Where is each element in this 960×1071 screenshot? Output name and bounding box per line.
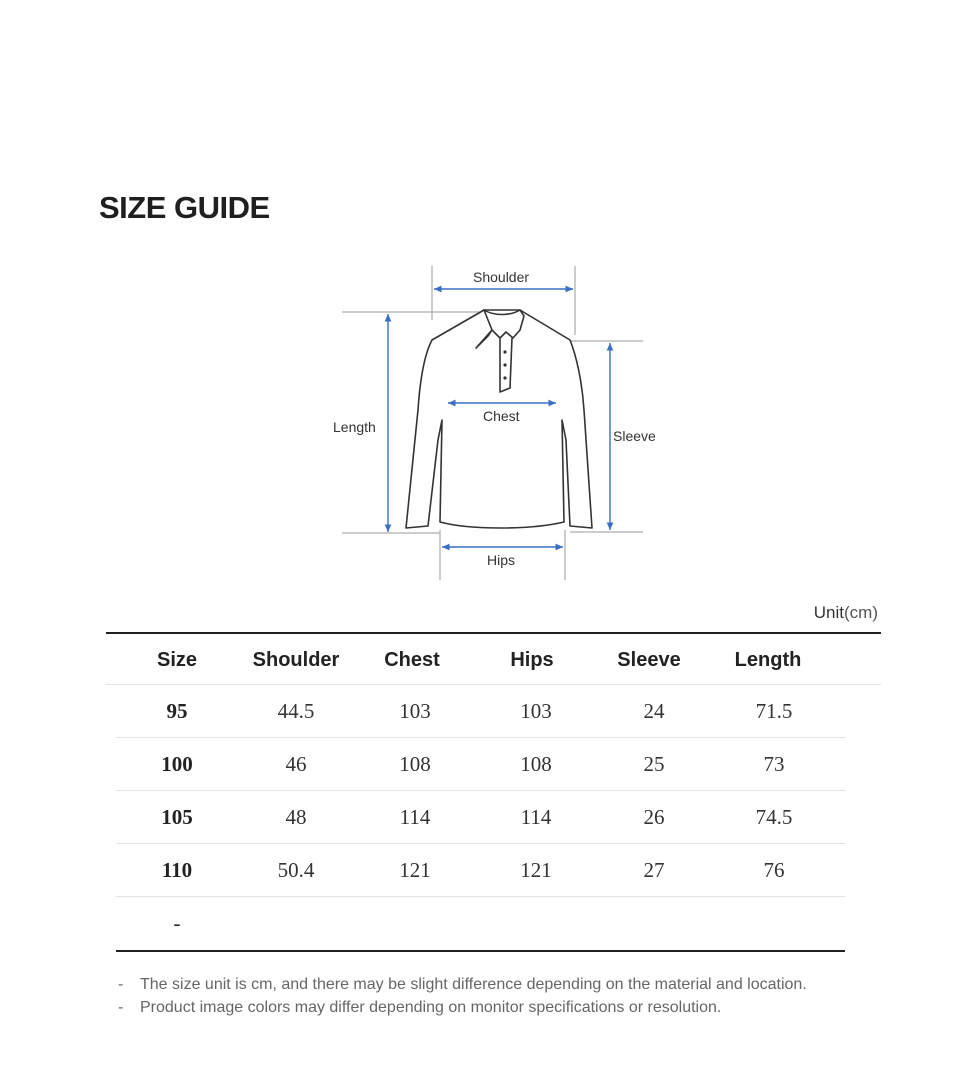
header-hips: Hips [510, 648, 554, 671]
cell-hips: 108 [520, 751, 552, 776]
table-row [116, 685, 845, 738]
header-chest: Chest [384, 648, 440, 671]
note-bullet: - [118, 999, 124, 1016]
table-row [116, 844, 845, 897]
cell-hips: 121 [520, 857, 552, 882]
cell-length: 71.5 [755, 698, 793, 723]
unit-value: (cm) [844, 603, 878, 622]
cell-chest: 114 [399, 804, 431, 829]
cell-chest [375, 897, 455, 950]
cell-sleeve: 24 [643, 698, 665, 723]
table-row [116, 738, 845, 791]
header-sleeve: Sleeve [617, 648, 681, 671]
cell-sleeve: 25 [643, 751, 665, 776]
table-row [116, 897, 845, 952]
cell-length: 76 [763, 857, 785, 882]
cell-size: 100 [161, 751, 193, 776]
cell-shoulder: 48 [285, 804, 307, 829]
hips-label: Hips [487, 552, 516, 568]
unit-label: Unit [813, 603, 845, 622]
note-text: Product image colors may differ depending on monitor specifications or resolution. [140, 999, 722, 1016]
cell-length: 74.5 [755, 804, 793, 829]
note-item [118, 996, 807, 1019]
cell-shoulder [246, 897, 346, 950]
cell-length: 73 [763, 751, 785, 776]
header-length: Length [734, 648, 802, 671]
cell-shoulder: 50.4 [277, 857, 315, 882]
page-title: SIZE GUIDE [99, 190, 270, 225]
cell-sleeve: 26 [643, 804, 665, 829]
cell-length [734, 897, 814, 950]
header-shoulder: Shoulder [252, 648, 340, 671]
cell-hips: 114 [520, 804, 552, 829]
size-table [106, 636, 881, 952]
cell-chest: 103 [399, 698, 431, 723]
sleeve-label: Sleeve [613, 428, 656, 444]
cell-size: 110 [161, 857, 193, 882]
note-text: The size unit is cm, and there may be slight difference depending on the material and location. [140, 976, 807, 993]
garment-measurement-diagram [320, 260, 660, 590]
table-top-border [106, 632, 881, 634]
cell-sleeve [614, 897, 694, 950]
cell-chest: 108 [399, 751, 431, 776]
cell-shoulder: 46 [285, 751, 307, 776]
cell-hips: 103 [520, 698, 552, 723]
chest-label: Chest [483, 408, 520, 424]
size-notes [118, 973, 807, 1019]
unit-indicator [814, 603, 878, 623]
length-label: Length [333, 419, 376, 435]
cell-size: - [173, 911, 181, 935]
cell-size: 105 [161, 804, 193, 829]
cell-sleeve: 27 [643, 857, 665, 882]
cell-size: 95 [166, 698, 188, 723]
header-size: Size [156, 648, 198, 671]
table-header-row [106, 636, 881, 685]
cell-hips [496, 897, 576, 950]
shoulder-label: Shoulder [473, 269, 530, 285]
table-row [116, 791, 845, 844]
cell-chest: 121 [399, 857, 431, 882]
note-item [118, 973, 807, 996]
cell-shoulder: 44.5 [277, 698, 315, 723]
note-bullet: - [118, 976, 124, 993]
